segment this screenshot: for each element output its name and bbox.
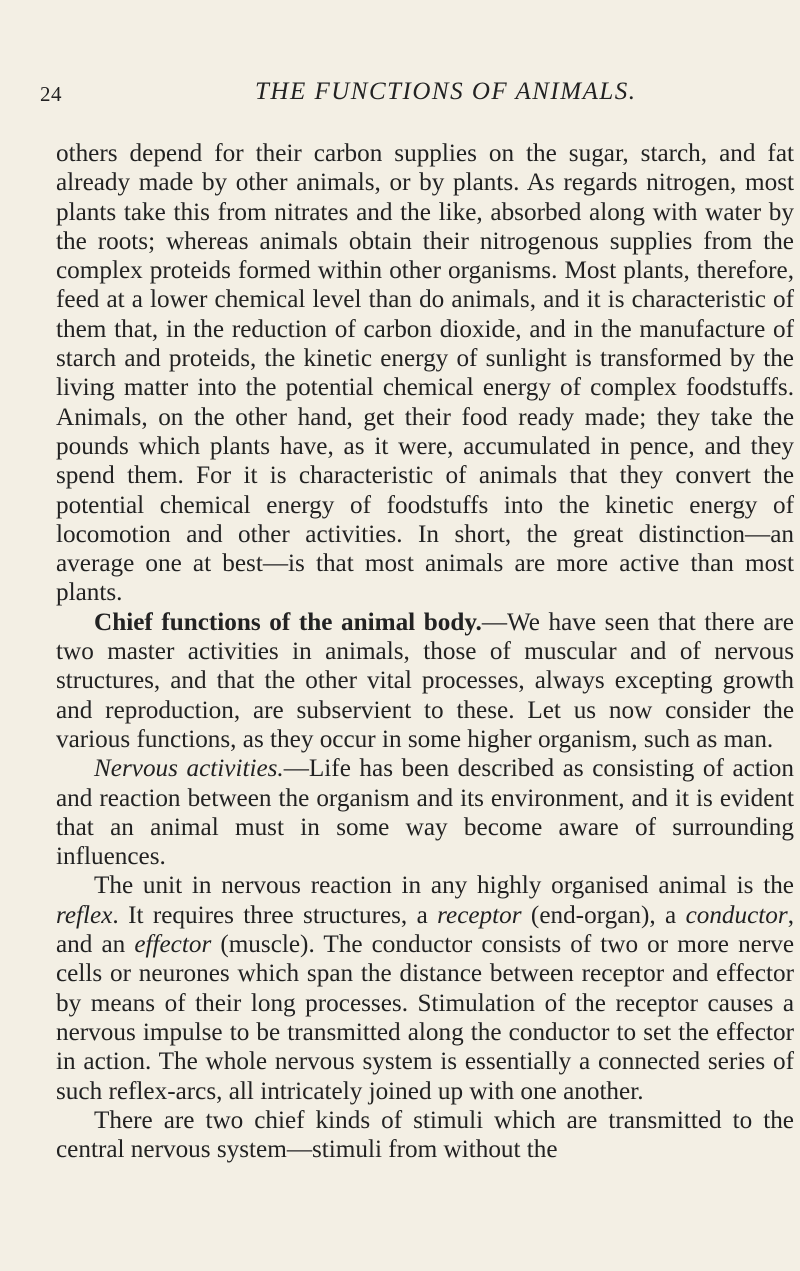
paragraph-nervous-activities <box>56 754 794 871</box>
page-number: 24 <box>40 82 62 106</box>
term-conductor: conductor <box>685 901 788 929</box>
paragraph-reflex <box>56 871 794 1105</box>
reflex-text-b: . It requires three structures, a <box>112 901 438 929</box>
running-head: THE FUNCTIONS OF ANIMALS. <box>255 78 637 105</box>
reflex-text-c: (end-organ), a <box>521 901 686 929</box>
term-effector: effector <box>134 931 212 959</box>
paragraph-stimuli: There are two chief kinds of stimuli which are transmitted to the central nervous system—stimuli from without the <box>56 1106 794 1164</box>
reflex-text-d: , and an <box>56 901 794 959</box>
term-reflex: reflex <box>56 901 113 929</box>
paragraph-carbon-nitrogen: others depend for their carbon supplies on the sugar, starch, and fat already made by other animals, or by plants. As regards nitrogen, most plants take this from nitrates and the like, absorbed along with water by the roots; whereas animals obtain their nitrogenous supplies from the complex proteids formed within other organisms. Most plants, therefore, feed at a lower chemical level than do animals, and it is characteristic of them that, in the reduction of carbon dioxide, and in the manufacture of starch and proteids, the kinetic energy of sunlight is transformed by the living matter into the potential chemical energy of complex foodstuffs. Animals, on the other hand, get their food ready made; they take the pounds which plants have, as it were, accumulated in pence, and they spend them. For it is characteristic of animals that they convert the potential chemical energy of foodstuffs into the kinetic energy of locomotion and other activities. In short, the great distinction—an average one at best—is that most animals are more active than most plants. <box>56 140 794 607</box>
reflex-text-e: (muscle). The conductor consists of two or more nerve cells or neurones which span the distance between receptor and effector by means of their long processes. Stimulation of the receptor causes a nervous impulse to be transmitted along the conductor to set the effector in action. The whole nervous system is essentially a connected series of such reflex-arcs, all intricately joined up with one another. <box>56 931 794 1105</box>
paragraph-nervous-activities-text: —Life has been described as consisting of action and reaction between the organism and its environment, and it is evident that an animal must in some way become aware of surrounding influences. <box>56 755 794 871</box>
paragraph-chief-functions <box>56 608 794 754</box>
section-heading-chief-functions: Chief functions of the animal body. <box>94 608 482 636</box>
reflex-text-a: The unit in nervous reaction in any highly organised animal is the <box>94 872 794 900</box>
body-text <box>56 139 794 1164</box>
term-receptor: receptor <box>437 901 522 929</box>
section-heading-nervous-activities: Nervous activities. <box>94 755 284 783</box>
paragraph-chief-functions-text: —We have seen that there are two master activities in animals, those of muscular and of nervous structures, and that the other vital processes, always excepting growth and reproduction, are subservient to these. Let us now consider the various functions, as they occur in some higher organism, such as man. <box>56 608 794 753</box>
